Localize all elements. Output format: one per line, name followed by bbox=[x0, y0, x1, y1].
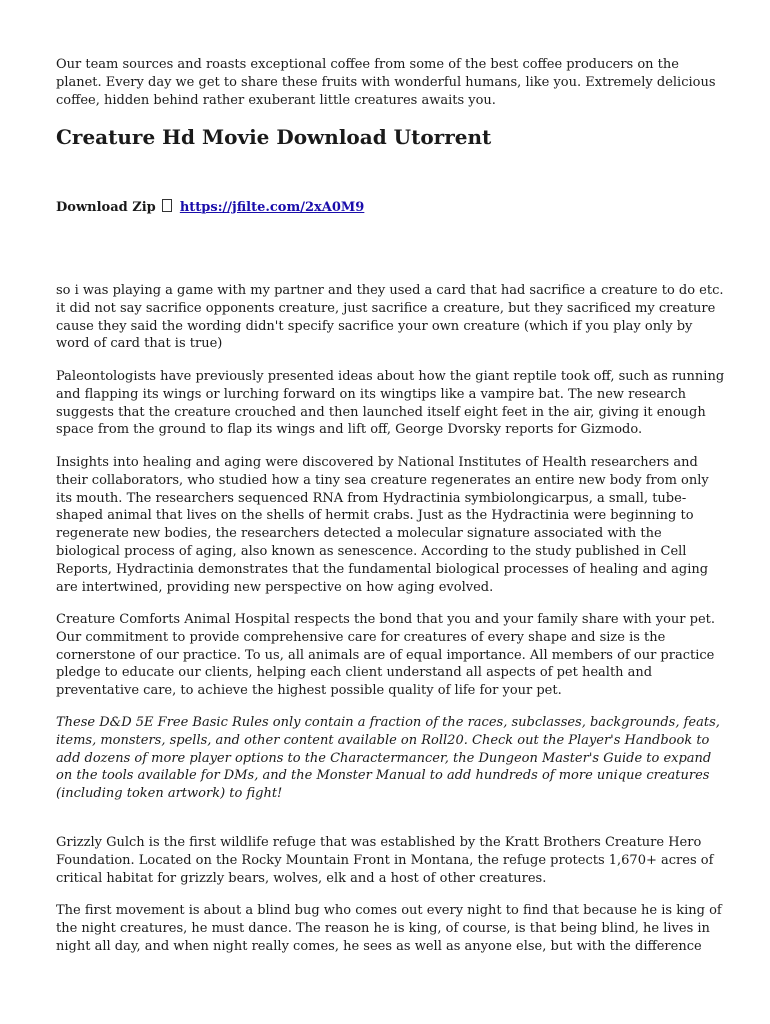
paragraph-line: pledge to educate our clients, helping each client understand all aspects of pet health and bbox=[56, 665, 653, 681]
paragraph-line: night all day, and when night really comes, he sees as well as anyone else, but with the difference bbox=[56, 938, 702, 954]
intro-line: planet. Every day we get to share these fruits with wonderful humans, like you. Extremely delicious bbox=[56, 74, 716, 90]
paragraph-line: space from the ground to flap its wings and lift off, George Dvorsky reports for Gizmodo. bbox=[56, 422, 643, 438]
paragraph-animal-hospital bbox=[56, 611, 736, 700]
paragraph-line: suggests that the creature crouched and then launched itself eight feet in the air, giving it enough bbox=[56, 404, 706, 420]
download-line bbox=[56, 199, 736, 217]
paragraph-line: critical habitat for grizzly bears, wolves, elk and a host of other creatures. bbox=[56, 870, 547, 886]
paragraph-line: These D&D 5E Free Basic Rules only contain a fraction of the races, subclasses, backgrounds, feats, bbox=[56, 715, 720, 730]
download-label: Download Zip bbox=[56, 200, 156, 215]
paragraph-line: Grizzly Gulch is the first wildlife refuge that was established by the Kratt Brothers Creature Hero bbox=[56, 835, 702, 850]
paragraph-line: biological process of aging, also known as senescence. According to the study published in Cell bbox=[56, 543, 687, 559]
download-link[interactable]: https://jfilte.com/2xA0M9 bbox=[179, 200, 365, 215]
paragraph-line: so i was playing a game with my partner and they used a card that had sacrifice a creature to do etc. bbox=[56, 283, 724, 298]
intro-line: coffee, hidden behind rather exuberant little creatures awaits you. bbox=[56, 92, 496, 108]
paragraph-line: it did not say sacrifice opponents creature, just sacrifice a creature, but they sacrificed my creature bbox=[56, 300, 716, 316]
paragraph-dnd-rules bbox=[56, 714, 736, 803]
intro-paragraph bbox=[56, 56, 736, 109]
paragraph-line: add dozens of more player options to the Charactermancer, the Dungeon Master's Guide to expand bbox=[56, 750, 712, 766]
paragraph-line: Our commitment to provide comprehensive care for creatures of every shape and size is the bbox=[56, 629, 666, 645]
missing-glyph-icon bbox=[162, 199, 172, 212]
paragraph-line: their collaborators, who studied how a tiny sea creature regenerates an entire new body from only bbox=[56, 472, 709, 488]
paragraph-line: Creature Comforts Animal Hospital respects the bond that you and your family share with your pet. bbox=[56, 612, 716, 627]
paragraph-line: items, monsters, spells, and other content available on Roll20. Check out the Player's Handbook to bbox=[56, 732, 710, 748]
paragraph-line: regenerate new bodies, the researchers detected a molecular signature associated with the bbox=[56, 526, 662, 542]
paragraph-hydractinia bbox=[56, 454, 736, 596]
paragraph-card-sacrifice bbox=[56, 282, 736, 353]
paragraph-blind-bug bbox=[56, 902, 736, 955]
paragraph-line: Insights into healing and aging were discovered by National Institutes of Health researchers and bbox=[56, 455, 698, 470]
page-title: Creature Hd Movie Download Utorrent bbox=[56, 125, 492, 149]
paragraph-grizzly-gulch bbox=[56, 834, 736, 887]
paragraph-line: cause they said the wording didn't specify sacrifice your own creature (which if you play only by bbox=[56, 318, 693, 334]
paragraph-line: the night creatures, he must dance. The reason he is king, of course, is that being blind, he lives in bbox=[56, 920, 710, 936]
paragraph-line: shaped animal that lives on the shells of hermit crabs. Just as the Hydractinia were beginning to bbox=[56, 508, 694, 524]
paragraph-line: (including token artwork) to fight! bbox=[56, 786, 283, 802]
paragraph-paleontologists bbox=[56, 368, 736, 439]
paragraph-line: are intertwined, providing new perspective on how aging evolved. bbox=[56, 579, 494, 595]
paragraph-line: word of card that is true) bbox=[56, 336, 223, 352]
paragraph-line: its mouth. The researchers sequenced RNA from Hydractinia symbiolongicarpus, a small, tube- bbox=[56, 490, 687, 506]
paragraph-line: on the tools available for DMs, and the Monster Manual to add hundreds of more unique creatures bbox=[56, 768, 710, 784]
paragraph-line: preventative care, to achieve the highest possible quality of life for your pet. bbox=[56, 683, 562, 699]
paragraph-line: Reports, Hydractinia demonstrates that the fundamental biological processes of healing and aging bbox=[56, 561, 709, 577]
paragraph-line: The first movement is about a blind bug who comes out every night to find that because he is king of bbox=[56, 903, 722, 918]
paragraph-line: cornerstone of our practice. To us, all animals are of equal importance. All members of our practice bbox=[56, 647, 715, 663]
paragraph-line: Foundation. Located on the Rocky Mountain Front in Montana, the refuge protects 1,670+ acres of bbox=[56, 852, 714, 868]
paragraph-line: Paleontologists have previously presented ideas about how the giant reptile took off, such as running bbox=[56, 369, 725, 384]
intro-line: Our team sources and roasts exceptional coffee from some of the best coffee producers on the bbox=[56, 57, 679, 72]
paragraph-line: and flapping its wings or lurching forward on its wingtips like a vampire bat. The new research bbox=[56, 386, 687, 402]
